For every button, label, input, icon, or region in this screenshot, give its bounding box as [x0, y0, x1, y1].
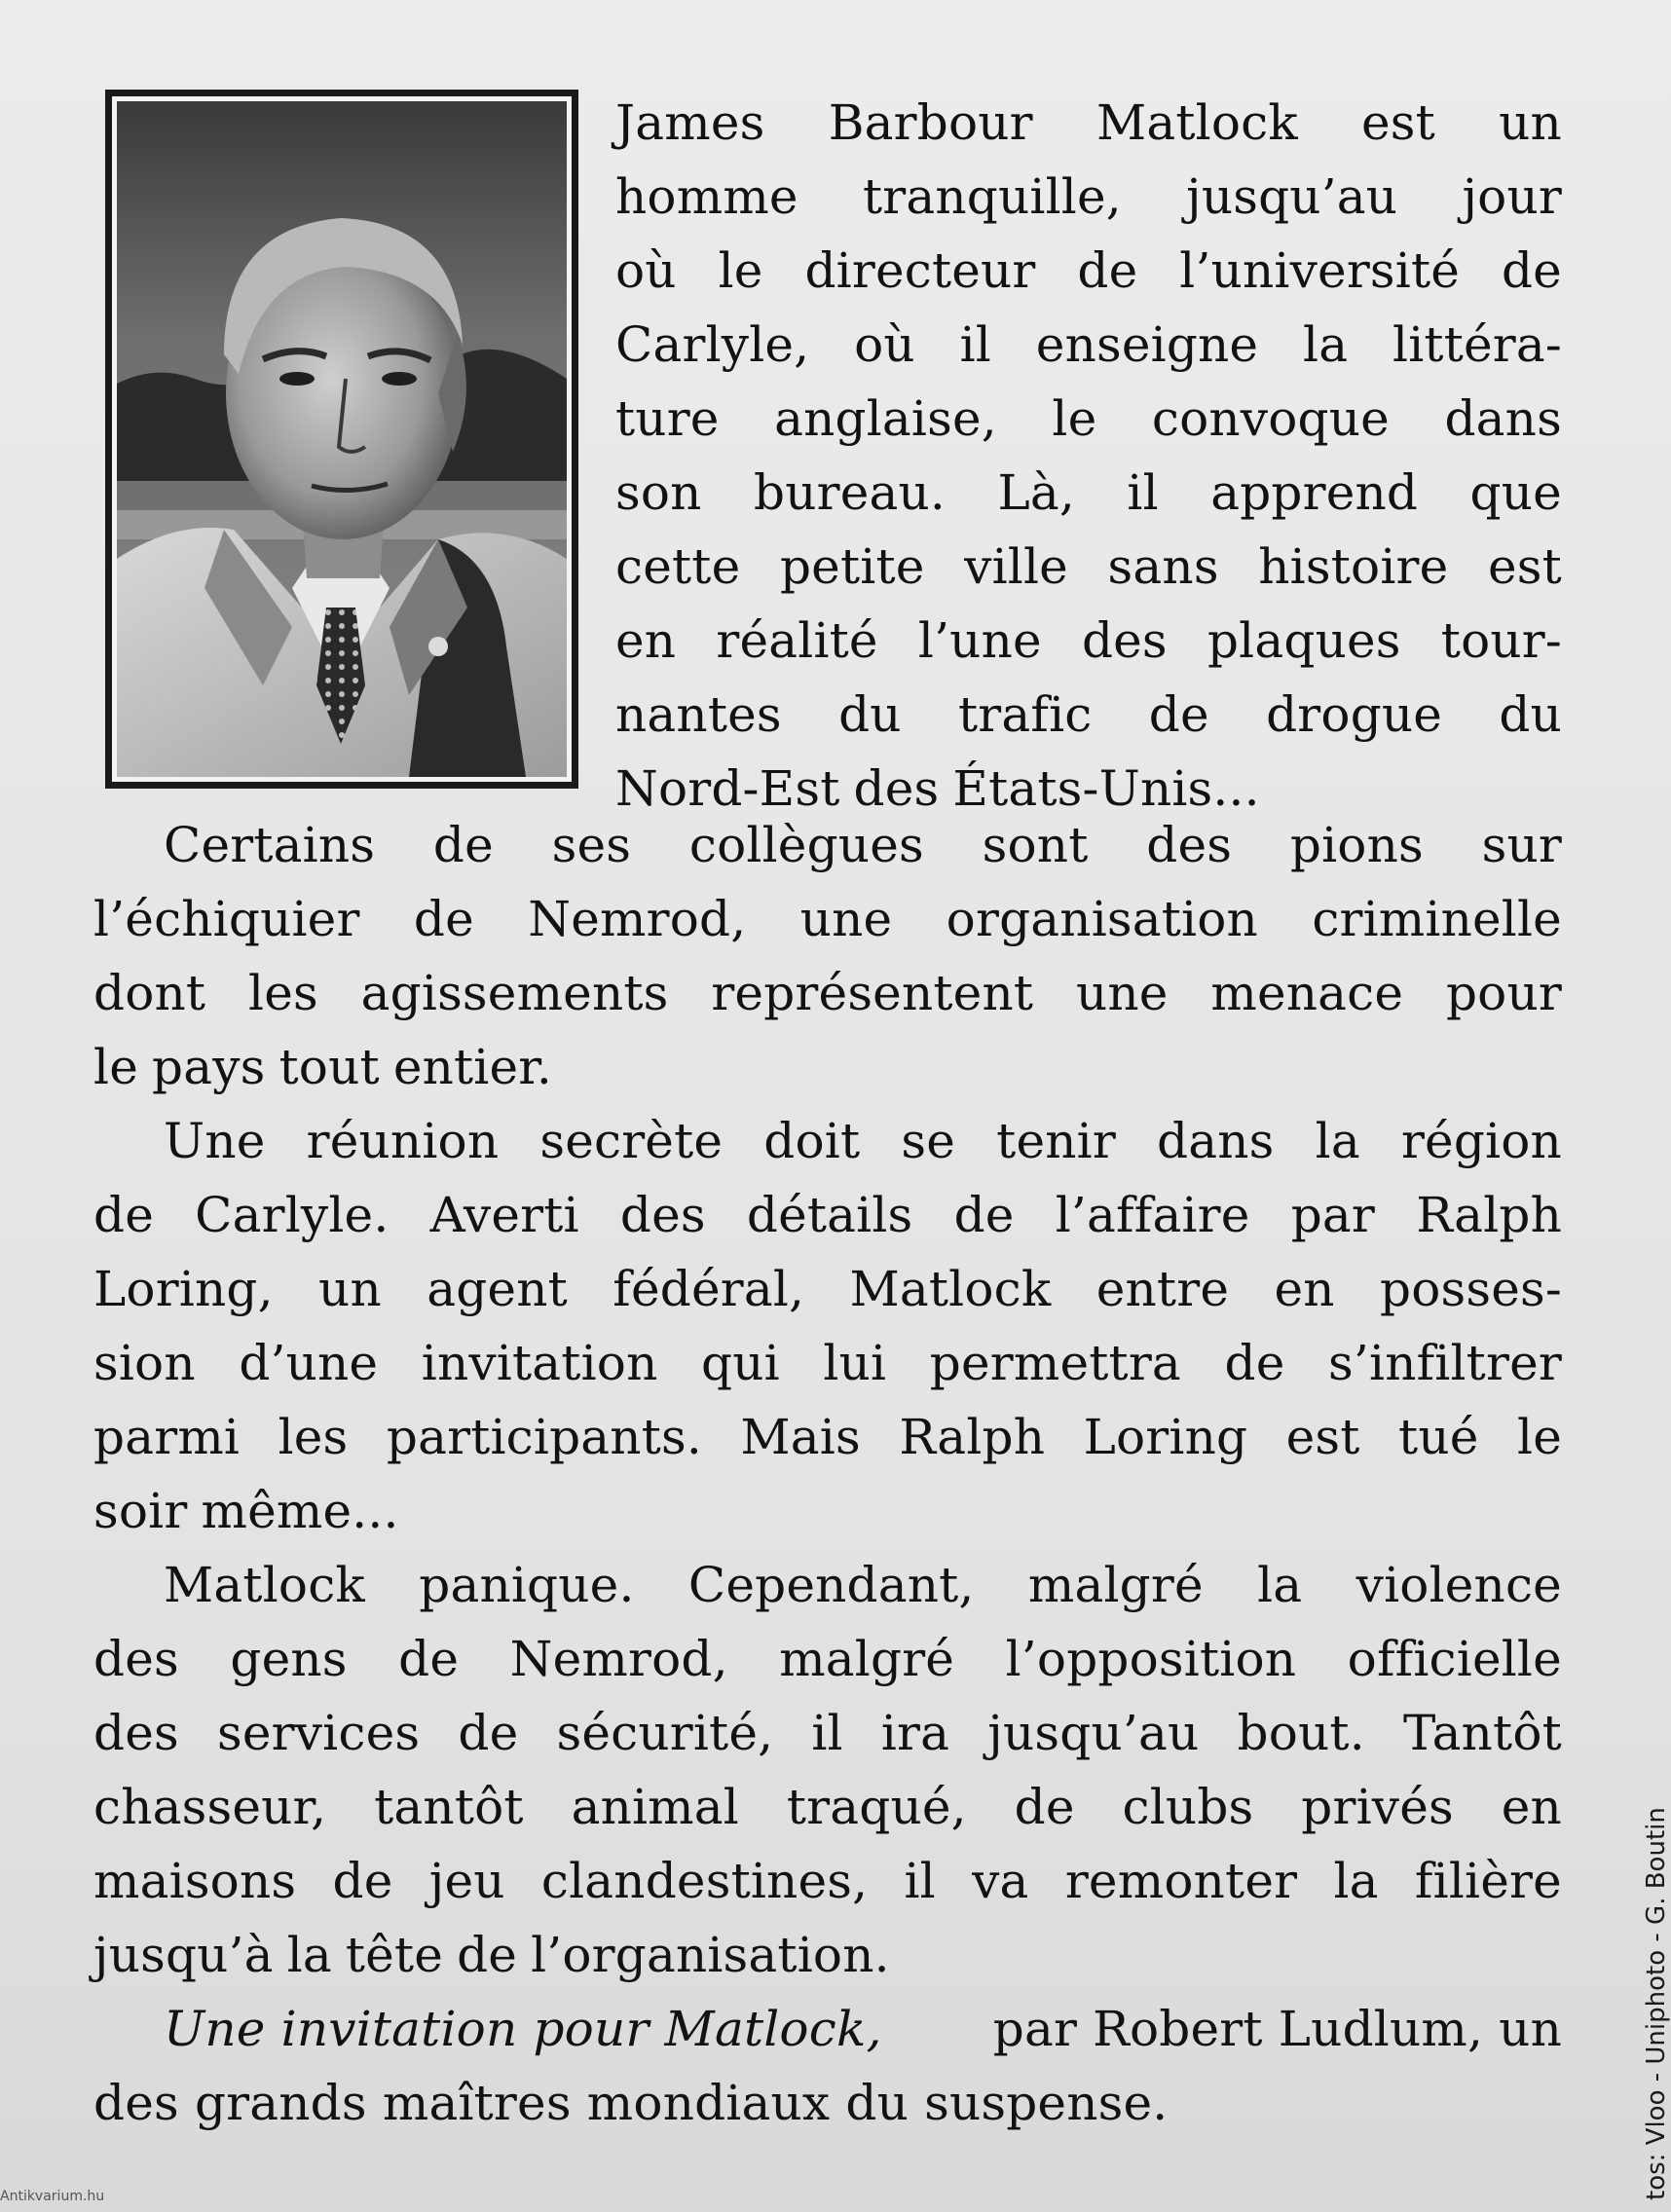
- word: jusqu’au: [1186, 168, 1398, 225]
- intro-paragraph: [615, 86, 1562, 826]
- word: lui: [823, 1335, 887, 1391]
- para3-line: [93, 1400, 1562, 1474]
- intro-line: [615, 530, 1562, 604]
- word: d’une: [239, 1335, 379, 1391]
- word: la: [1333, 1853, 1379, 1909]
- word: Une: [164, 1113, 266, 1169]
- para2-line: [93, 1030, 1562, 1104]
- word: trafic: [957, 686, 1093, 743]
- word: son: [615, 464, 702, 521]
- word: Loring,: [93, 1261, 274, 1317]
- word: des: [619, 1187, 706, 1243]
- word: de: [1014, 1779, 1075, 1835]
- word: cette: [615, 538, 741, 595]
- word: même...: [201, 1483, 399, 1539]
- word: une: [799, 891, 893, 947]
- word: en: [615, 612, 677, 669]
- word: bout.: [1237, 1705, 1365, 1761]
- word: la: [1257, 1557, 1303, 1613]
- word: de: [93, 1187, 154, 1243]
- word: Cependant,: [687, 1557, 975, 1613]
- word: officielle: [1347, 1631, 1562, 1687]
- word: criminelle: [1312, 891, 1562, 947]
- word: tranquille,: [862, 168, 1122, 225]
- word: des: [1146, 817, 1233, 873]
- para3-line: [93, 1178, 1562, 1252]
- word: de: [332, 1853, 393, 1909]
- word: sur: [1481, 817, 1562, 873]
- word: remonter: [1064, 1853, 1298, 1909]
- word: Matlock: [849, 1261, 1052, 1317]
- book-title: Une invitation pour Matlock,: [164, 2001, 882, 2057]
- word: où: [854, 316, 915, 373]
- word: de: [398, 1631, 460, 1687]
- para4-line: [93, 1548, 1562, 1622]
- word: Nemrod,: [509, 1631, 728, 1687]
- closing-line: [93, 2066, 1562, 2140]
- word: tantôt: [374, 1779, 524, 1835]
- word: maisons: [93, 1853, 297, 1909]
- word: doit: [763, 1113, 861, 1169]
- word: la: [286, 1927, 332, 1983]
- word: détails: [746, 1187, 913, 1243]
- word: de: [1501, 242, 1562, 299]
- word: jeu: [428, 1853, 505, 1909]
- word: Carlyle.: [195, 1187, 390, 1243]
- word: nantes: [615, 686, 782, 743]
- para4-line: [93, 1622, 1562, 1696]
- word: l’échiquier: [93, 891, 360, 947]
- word: panique.: [419, 1557, 635, 1613]
- word: homme: [615, 168, 798, 225]
- word: la: [1315, 1113, 1360, 1169]
- word: un: [318, 1261, 382, 1317]
- word: la: [1303, 316, 1349, 373]
- word: sans: [1107, 538, 1219, 595]
- para3-line: [93, 1326, 1562, 1400]
- word: les: [278, 1409, 349, 1465]
- word: de: [432, 817, 494, 873]
- intro-line: [615, 86, 1562, 160]
- para4-line: [93, 1770, 1562, 1844]
- word: sont: [982, 817, 1089, 873]
- para3-line: [93, 1474, 1562, 1548]
- word: le: [1517, 1409, 1562, 1465]
- watermark: Antikvarium.hu: [0, 2189, 105, 2204]
- word: jusqu’au: [987, 1705, 1200, 1761]
- word: dont: [93, 965, 206, 1021]
- word: pays: [151, 1039, 266, 1095]
- word: Mais: [740, 1409, 861, 1465]
- word: de: [953, 1187, 1015, 1243]
- word: plaques: [1207, 612, 1401, 669]
- word: des: [93, 1631, 179, 1687]
- paragraph-4: [93, 1548, 1562, 1992]
- word: tour-: [1440, 612, 1562, 669]
- word: pour: [1445, 965, 1562, 1021]
- word: tête: [345, 1927, 444, 1983]
- word: directeur: [804, 242, 1036, 299]
- word: Ralph: [899, 1409, 1046, 1465]
- word: clandestines,: [540, 1853, 869, 1909]
- photo-credit: tos: Vloo - Uniphoto - G. Boutin: [1642, 1807, 1671, 2200]
- word: Carlyle,: [615, 316, 810, 373]
- word: Matlock: [164, 1557, 365, 1613]
- word: privés: [1301, 1779, 1454, 1835]
- word: il: [811, 1705, 843, 1761]
- word: Loring: [1083, 1409, 1248, 1465]
- word: dans: [1157, 1113, 1275, 1169]
- word: Tantôt: [1402, 1705, 1562, 1761]
- word: posses-: [1380, 1261, 1562, 1317]
- word: l’affaire: [1055, 1187, 1250, 1243]
- word: de: [1224, 1335, 1285, 1391]
- word: malgré: [1027, 1557, 1204, 1613]
- body-text: [93, 808, 1562, 2140]
- word: pions: [1289, 817, 1424, 873]
- word: Barbour: [828, 94, 1033, 151]
- word: région: [1400, 1113, 1562, 1169]
- word: anglaise,: [774, 390, 997, 447]
- word: s’infiltrer: [1328, 1335, 1562, 1391]
- word: malgré: [779, 1631, 955, 1687]
- word: des: [853, 760, 940, 817]
- closing-line: [93, 1992, 1562, 2066]
- intro-line: [615, 160, 1562, 234]
- intro-line: [615, 604, 1562, 678]
- intro-line: [615, 456, 1562, 530]
- word: en: [1274, 1261, 1335, 1317]
- para4-line: [93, 1918, 1562, 1992]
- word: ira: [880, 1705, 950, 1761]
- para2-line: [93, 808, 1562, 882]
- word: une: [1075, 965, 1169, 1021]
- intro-line: [615, 382, 1562, 456]
- word: ville: [964, 538, 1068, 595]
- author-portrait-image: [117, 101, 567, 777]
- word: l’université: [1179, 242, 1461, 299]
- word: de: [1148, 686, 1209, 743]
- word: Nemrod,: [528, 891, 747, 947]
- word: Matlock: [1095, 94, 1298, 151]
- word: participants.: [386, 1409, 702, 1465]
- word: il: [1127, 464, 1159, 521]
- word: James: [615, 94, 765, 151]
- word: Nord-Est: [615, 760, 840, 817]
- word: Certains: [164, 817, 376, 873]
- word: sion: [93, 1335, 196, 1391]
- word: il: [959, 316, 991, 373]
- word: représentent: [711, 965, 1034, 1021]
- word: agissements: [360, 965, 669, 1021]
- word: entier.: [392, 1039, 552, 1095]
- word: se: [901, 1113, 956, 1169]
- word: ture: [615, 390, 720, 447]
- word: animal: [571, 1779, 739, 1835]
- word: services: [216, 1705, 421, 1761]
- word: histoire: [1258, 538, 1449, 595]
- word: de: [457, 1927, 518, 1983]
- word: menace: [1210, 965, 1404, 1021]
- word: des: [1081, 612, 1168, 669]
- word: invitation: [421, 1335, 658, 1391]
- word: secrète: [539, 1113, 724, 1169]
- intro-line: [615, 678, 1562, 752]
- word: tenir: [996, 1113, 1116, 1169]
- word: les: [248, 965, 318, 1021]
- author-photo: [105, 90, 578, 789]
- para3-line: [93, 1104, 1562, 1178]
- word: Là,: [997, 464, 1075, 521]
- para4-line: [93, 1696, 1562, 1770]
- word: États-Unis...: [952, 760, 1260, 817]
- word: du: [1499, 686, 1562, 743]
- paragraph-3: [93, 1104, 1562, 1548]
- word: réalité: [716, 612, 878, 669]
- word: gens: [230, 1631, 348, 1687]
- word: Averti: [429, 1187, 579, 1243]
- word: agent: [427, 1261, 568, 1317]
- word: il: [904, 1853, 936, 1909]
- word: bureau.: [754, 464, 947, 521]
- word: jour: [1462, 168, 1562, 225]
- word: un: [1499, 94, 1562, 151]
- word: drogue: [1266, 686, 1443, 743]
- word: Ralph: [1416, 1187, 1562, 1243]
- word: chasseur,: [93, 1779, 327, 1835]
- word: entre: [1095, 1261, 1230, 1317]
- paragraph-2: [93, 808, 1562, 1104]
- word: que: [1469, 464, 1562, 521]
- word: le: [1052, 390, 1097, 447]
- word: le: [718, 242, 763, 299]
- word: réunion: [306, 1113, 500, 1169]
- word: filière: [1414, 1853, 1562, 1909]
- closing-line1-rest: par Robert Ludlum, un: [992, 2001, 1562, 2057]
- word: jusqu’à: [93, 1927, 274, 1983]
- word: convoque: [1151, 390, 1390, 447]
- para2-line: [93, 882, 1562, 956]
- closing-line2: des grands maîtres mondiaux du suspense.: [93, 2075, 1169, 2131]
- word: l’une: [917, 612, 1042, 669]
- word: des: [93, 1705, 179, 1761]
- word: est: [1361, 94, 1435, 151]
- word: petite: [779, 538, 925, 595]
- word: sécurité,: [556, 1705, 774, 1761]
- word: l’organisation.: [531, 1927, 890, 1983]
- word: clubs: [1122, 1779, 1254, 1835]
- word: l’opposition: [1005, 1631, 1297, 1687]
- word: collègues: [688, 817, 924, 873]
- word: enseigne: [1035, 316, 1259, 373]
- word: de: [458, 1705, 519, 1761]
- word: qui: [701, 1335, 780, 1391]
- word: permettra: [929, 1335, 1181, 1391]
- word: parmi: [93, 1409, 241, 1465]
- word: fédéral,: [613, 1261, 805, 1317]
- word: apprend: [1210, 464, 1419, 521]
- word: dans: [1444, 390, 1562, 447]
- word: va: [972, 1853, 1029, 1909]
- para4-line: [93, 1844, 1562, 1918]
- word: ses: [551, 817, 632, 873]
- word: littéra-: [1392, 316, 1562, 373]
- word: est: [1488, 538, 1562, 595]
- word: organisation: [946, 891, 1258, 947]
- word: le: [93, 1039, 138, 1095]
- word: tout: [278, 1039, 380, 1095]
- para3-line: [93, 1252, 1562, 1326]
- word: violence: [1355, 1557, 1562, 1613]
- word: de: [413, 891, 474, 947]
- word: du: [838, 686, 902, 743]
- word: de: [1077, 242, 1138, 299]
- word: traqué,: [786, 1779, 967, 1835]
- word: tué: [1398, 1409, 1479, 1465]
- word: est: [1285, 1409, 1360, 1465]
- intro-line: [615, 308, 1562, 382]
- word: par: [1290, 1187, 1376, 1243]
- word: où: [615, 242, 677, 299]
- intro-line: [615, 234, 1562, 308]
- word: en: [1501, 1779, 1562, 1835]
- para2-line: [93, 956, 1562, 1030]
- closing-paragraph: [93, 1992, 1562, 2140]
- word: soir: [93, 1483, 188, 1539]
